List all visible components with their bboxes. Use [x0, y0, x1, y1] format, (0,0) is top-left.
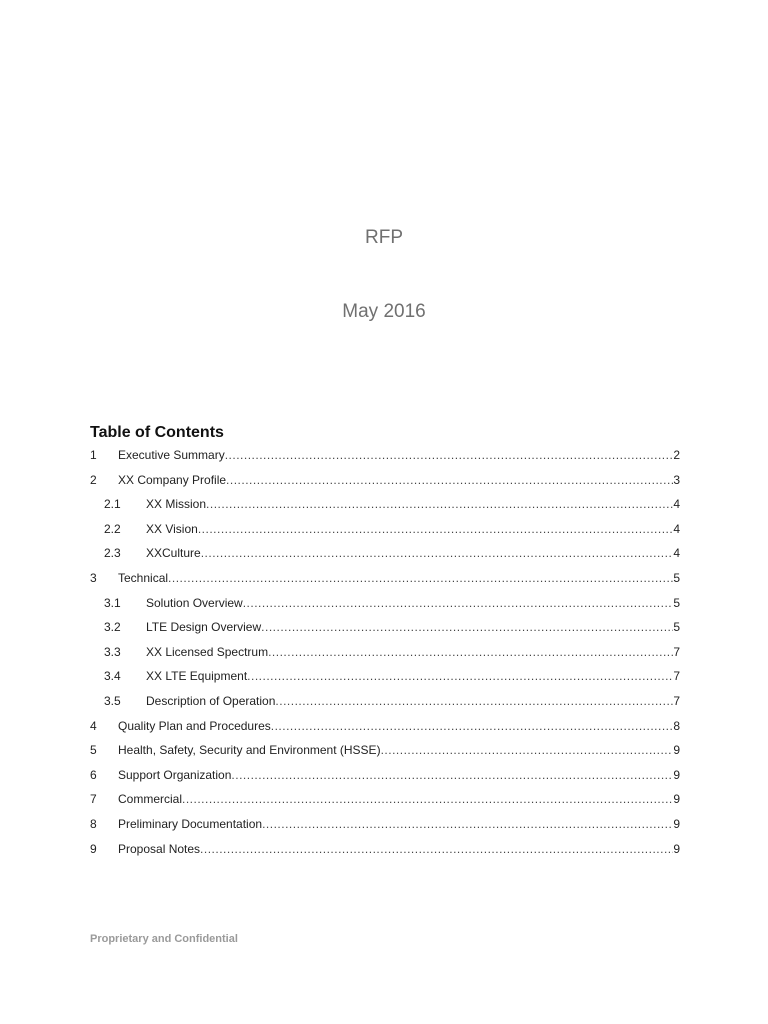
toc-entry[interactable] [90, 591, 680, 616]
toc-dot-leader [200, 837, 673, 862]
toc-entry-body [146, 664, 680, 689]
toc-entry-page: 4 [673, 546, 680, 561]
toc-entry-number: 3.4 [104, 669, 121, 684]
toc-dot-leader [201, 541, 674, 566]
toc-dot-leader [206, 492, 673, 517]
toc-entry-label: Technical [118, 570, 169, 585]
toc-entry[interactable] [90, 812, 680, 837]
toc-entry-body [146, 689, 680, 714]
toc-entry-page: 9 [673, 767, 680, 782]
toc-entry-number: 2.1 [104, 497, 121, 512]
toc-entry-number: 4 [90, 718, 97, 733]
toc-dot-leader [275, 689, 673, 714]
toc-entry-body [118, 812, 680, 837]
toc-entry[interactable] [90, 517, 680, 542]
toc-entry-number: 1 [90, 448, 97, 462]
toc-entry-number: 3.2 [104, 620, 121, 635]
toc-dot-leader [268, 640, 673, 665]
toc-entry-page: 9 [673, 743, 680, 758]
toc-entry-number: 2.3 [104, 546, 121, 561]
document-date: May 2016 [342, 301, 426, 322]
toc-entry-body [146, 541, 680, 566]
toc-dot-leader [231, 763, 673, 788]
toc-entry-body [146, 591, 680, 616]
toc-entry[interactable] [90, 664, 680, 689]
toc-entry-body [118, 443, 680, 468]
toc-entry[interactable] [90, 738, 680, 763]
toc-entry-label: XXCulture [146, 546, 201, 561]
toc-entry-label: Health, Safety, Security and Environment (HSSE) [118, 743, 381, 758]
toc-entry[interactable] [90, 443, 680, 468]
toc-entry[interactable] [90, 541, 680, 566]
toc-dot-leader [182, 787, 673, 812]
toc-entry-page: 5 [673, 595, 680, 610]
toc-entry-body [118, 787, 680, 812]
toc-entry-number: 2 [90, 472, 97, 487]
toc-entry-label: Commercial [118, 792, 183, 807]
toc-entry-number: 2.2 [104, 521, 121, 536]
toc-entry-page: 7 [673, 693, 680, 708]
toc-entry[interactable] [90, 468, 680, 493]
toc-entry[interactable] [90, 615, 680, 640]
toc-entry-page: 9 [673, 841, 680, 856]
toc-entry[interactable] [90, 837, 680, 862]
toc-entry-number: 9 [90, 841, 97, 856]
toc-entry-body [118, 763, 680, 788]
document-title: RFP [365, 227, 403, 248]
toc-entry-body [118, 738, 680, 763]
toc-entry-label: Support Organization [118, 767, 232, 782]
toc-entry-label: Preliminary Documentation [118, 816, 263, 831]
toc-dot-leader [198, 517, 674, 542]
toc-entry[interactable] [90, 566, 680, 591]
toc-entry-label: Quality Plan and Procedures [118, 718, 271, 733]
toc-entry-body [146, 615, 680, 640]
toc-entry-label: LTE Design Overview [146, 620, 262, 635]
toc-entry-label: XX Company Profile [118, 472, 227, 487]
toc-entry[interactable] [90, 787, 680, 812]
toc-dot-leader [225, 443, 674, 468]
toc-entry-page: 9 [673, 792, 680, 807]
toc-entry-number: 7 [90, 792, 97, 807]
toc-entry-number: 3.1 [104, 595, 121, 610]
toc-entry-body [118, 468, 680, 493]
table-of-contents [90, 443, 680, 861]
toc-entry-page: 4 [673, 521, 680, 536]
toc-entry-body [118, 837, 680, 862]
toc-entry-label: Solution Overview [146, 595, 243, 610]
toc-entry[interactable] [90, 689, 680, 714]
toc-entry-number: 3.3 [104, 644, 121, 659]
toc-entry-page: 2 [673, 448, 680, 462]
toc-entry-label: Description of Operation [146, 693, 276, 708]
toc-entry-label: XX Licensed Spectrum [146, 644, 269, 659]
toc-heading: Table of Contents [90, 424, 224, 441]
toc-entry-label: XX Vision [146, 521, 198, 536]
toc-entry[interactable] [90, 492, 680, 517]
toc-dot-leader [243, 591, 674, 616]
toc-entry-number: 6 [90, 767, 97, 782]
toc-entry-page: 9 [673, 816, 680, 831]
toc-entry-body [146, 517, 680, 542]
toc-entry-label: XX Mission [146, 497, 207, 512]
toc-entry-body [118, 566, 680, 591]
toc-dot-leader [271, 714, 674, 739]
toc-entry-page: 8 [673, 718, 680, 733]
toc-entry[interactable] [90, 763, 680, 788]
toc-entry-label: XX LTE Equipment [146, 669, 248, 684]
toc-entry-page: 4 [673, 497, 680, 512]
toc-entry-number: 5 [90, 743, 97, 758]
toc-entry-page: 7 [673, 644, 680, 659]
toc-dot-leader [381, 738, 674, 763]
toc-entry-label: Proposal Notes [118, 841, 201, 856]
toc-dot-leader [262, 812, 673, 837]
toc-entry-page: 5 [673, 620, 680, 635]
toc-entry[interactable] [90, 714, 680, 739]
toc-dot-leader [261, 615, 673, 640]
toc-entry-number: 3.5 [104, 693, 121, 708]
toc-entry[interactable] [90, 640, 680, 665]
toc-entry-number: 8 [90, 816, 97, 831]
toc-entry-page: 5 [673, 570, 680, 585]
toc-entry-number: 3 [90, 570, 97, 585]
toc-dot-leader [168, 566, 673, 591]
toc-entry-body [118, 714, 680, 739]
toc-entry-page: 7 [673, 669, 680, 684]
footer-confidential: Proprietary and Confidential [90, 933, 238, 945]
toc-dot-leader [247, 664, 673, 689]
toc-entry-label: Executive Summary [118, 448, 225, 462]
toc-entry-page: 3 [673, 472, 680, 487]
toc-entry-body [146, 492, 680, 517]
toc-dot-leader [226, 468, 673, 493]
toc-entry-body [146, 640, 680, 665]
